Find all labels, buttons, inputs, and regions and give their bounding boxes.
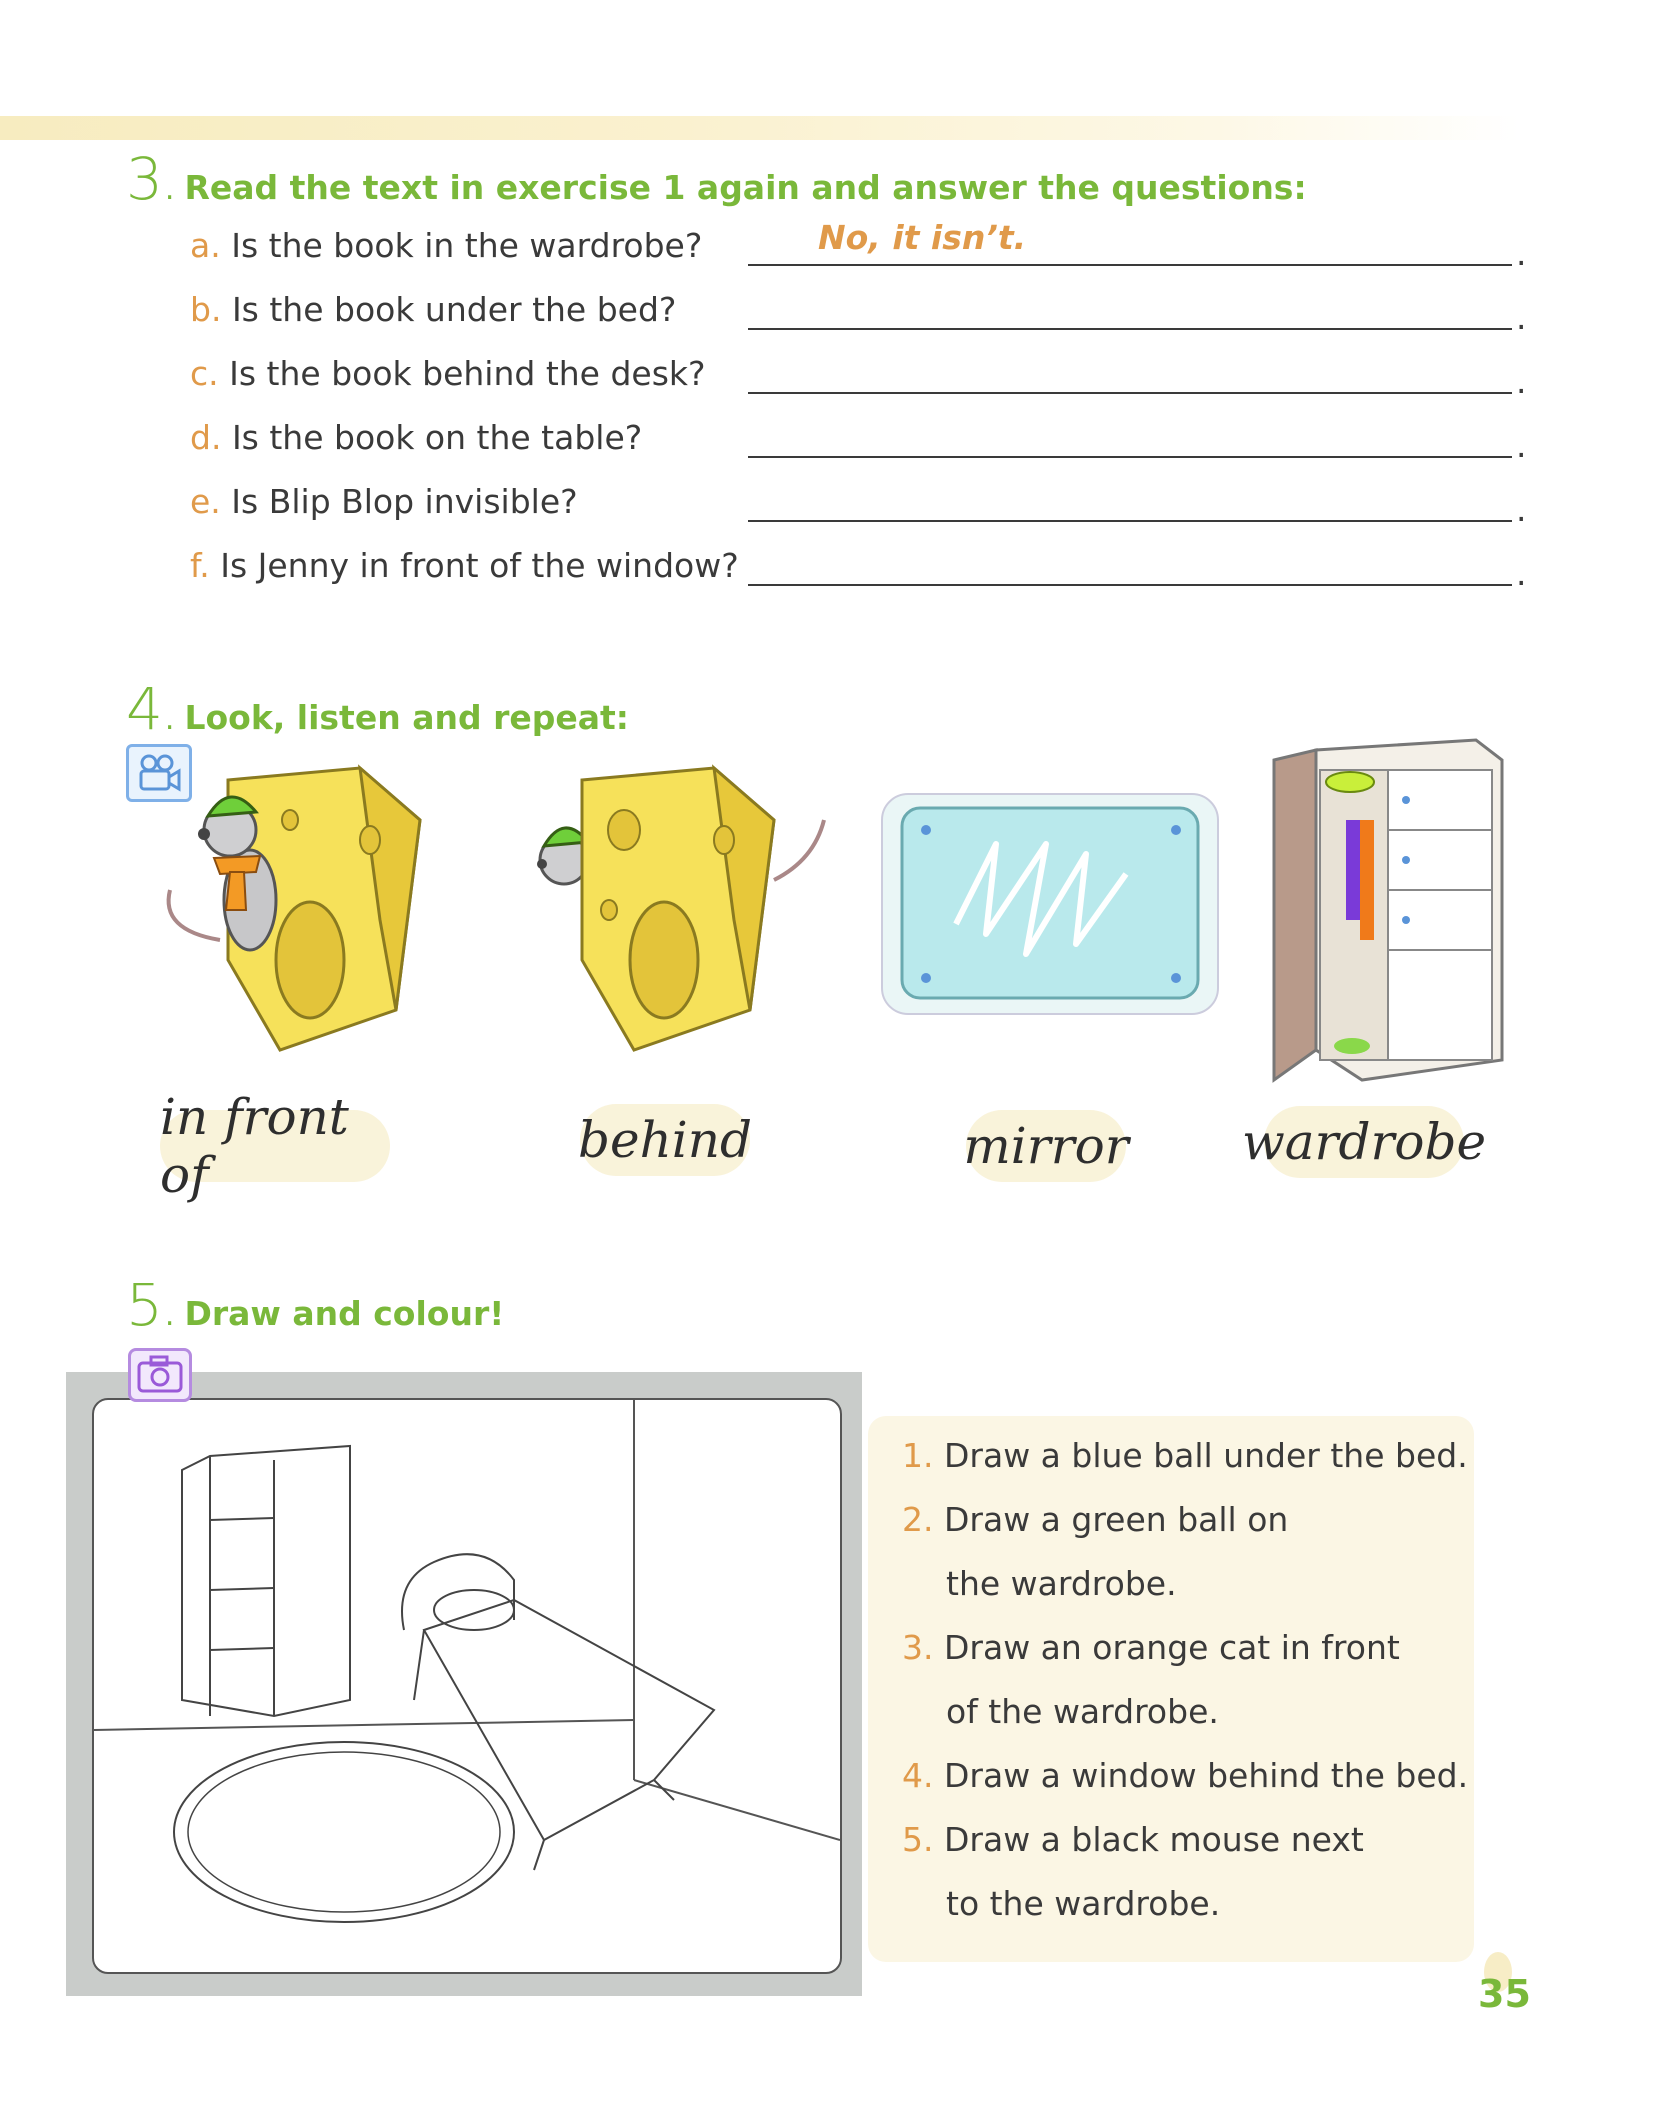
instructions-panel xyxy=(868,1416,1474,1962)
mouse-behind-cheese-picture xyxy=(514,760,834,1060)
question-text: Is the book on the table? xyxy=(231,418,643,457)
answer-line[interactable] xyxy=(748,264,1512,266)
instruction-text-continued: the wardrobe. xyxy=(946,1564,1177,1603)
instruction-text: Draw a blue ball under the bed. xyxy=(944,1436,1468,1475)
exercise-title: Draw and colour! xyxy=(184,1294,505,1333)
question-text: Is the book under the bed? xyxy=(231,290,677,329)
exercise-number: 3 xyxy=(126,145,163,213)
exercise-title: Look, listen and repeat: xyxy=(184,698,629,737)
instruction-number: 2. xyxy=(902,1500,934,1539)
mirror-picture xyxy=(876,784,1226,1034)
question-row xyxy=(190,482,1527,529)
instruction-number: 4. xyxy=(902,1756,934,1795)
answer-line-period: . xyxy=(1516,362,1527,401)
instruction-item xyxy=(902,1628,1400,1667)
answer-line-period: . xyxy=(1516,298,1527,337)
answer-line[interactable] xyxy=(748,520,1512,522)
exercise-number: 4 xyxy=(126,675,163,743)
wardrobe-picture xyxy=(1266,720,1516,1090)
answer-example: No, it isn’t. xyxy=(818,218,1027,257)
instruction-item xyxy=(902,1436,1468,1475)
exercise-3-heading xyxy=(126,145,1307,213)
answer-line-period: . xyxy=(1516,490,1527,529)
instruction-number: 3. xyxy=(902,1628,934,1667)
exercise-number-dot: . xyxy=(164,702,175,737)
instruction-item xyxy=(902,1500,1288,1539)
question-row xyxy=(190,290,1527,337)
instruction-text: Draw a window behind the bed. xyxy=(944,1756,1469,1795)
question-text: Is the book in the wardrobe? xyxy=(231,226,703,265)
instruction-text: Draw a black mouse next xyxy=(944,1820,1364,1859)
instruction-item xyxy=(902,1756,1468,1795)
question-letter: d. xyxy=(190,418,222,457)
question-letter: b. xyxy=(190,290,222,329)
question-text: Is the book behind the desk? xyxy=(229,354,706,393)
instruction-number: 5. xyxy=(902,1820,934,1859)
answer-line[interactable] xyxy=(748,392,1512,394)
answer-line-period: . xyxy=(1516,426,1527,465)
answer-line-period: . xyxy=(1516,234,1527,273)
instruction-text: Draw a green ball on xyxy=(944,1500,1289,1539)
page-number: 35 xyxy=(1478,1972,1531,2016)
word-card-mirror: mirror xyxy=(966,1110,1126,1182)
question-letter: a. xyxy=(190,226,221,265)
instruction-text: Draw an orange cat in front xyxy=(944,1628,1400,1667)
top-decorative-band xyxy=(0,116,1520,140)
answer-line-period: . xyxy=(1516,554,1527,593)
camera-icon[interactable] xyxy=(128,1348,192,1402)
instruction-text-continued: of the wardrobe. xyxy=(946,1692,1219,1731)
word-card-wardrobe: wardrobe xyxy=(1264,1106,1464,1178)
exercise-title: Read the text in exercise 1 again and answer the questions: xyxy=(184,168,1307,207)
question-row xyxy=(190,418,1527,465)
instruction-text-continued: to the wardrobe. xyxy=(946,1884,1221,1923)
question-row xyxy=(190,546,1527,593)
question-text: Is Jenny in front of the window? xyxy=(220,546,739,585)
answer-line[interactable] xyxy=(748,584,1512,586)
question-letter: f. xyxy=(190,546,210,585)
answer-line[interactable] xyxy=(748,456,1512,458)
question-letter: e. xyxy=(190,482,221,521)
exercise-number-dot: . xyxy=(164,172,175,207)
answer-line[interactable] xyxy=(748,328,1512,330)
mouse-in-front-of-cheese-picture xyxy=(160,760,430,1060)
question-text: Is Blip Blop invisible? xyxy=(231,482,578,521)
exercise-5-heading xyxy=(126,1271,505,1339)
instruction-number: 1. xyxy=(902,1436,934,1475)
word-card-behind: behind xyxy=(580,1104,750,1176)
question-row xyxy=(190,354,1527,401)
question-row xyxy=(190,218,1527,273)
question-letter: c. xyxy=(190,354,219,393)
word-card-in-front-of: in front of xyxy=(160,1110,390,1182)
room-outline-drawing xyxy=(94,1400,840,1972)
exercise-number: 5 xyxy=(126,1271,163,1339)
exercise-4-heading xyxy=(126,675,629,743)
drawing-area[interactable] xyxy=(92,1398,842,1974)
exercise-number-dot: . xyxy=(164,1298,175,1333)
instruction-item xyxy=(902,1820,1364,1859)
